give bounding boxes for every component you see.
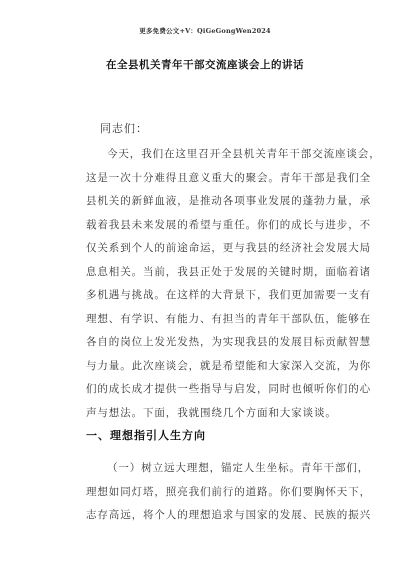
paragraph-line: 们的成长成才提供一些指导与启发，同时也倾听你们的心 — [86, 383, 371, 395]
paragraph-line: 与力量。此次座谈会，就是希望能和大家深入交流，为你 — [86, 359, 371, 372]
paragraph-line: 这是一次十分难得且意义重大的聚会。青年干部是我们全 — [86, 171, 371, 184]
paragraph-2 — [86, 457, 371, 528]
paragraph-1 — [86, 143, 381, 425]
paragraph-line: 声与想法。下面，我就围绕几个方面和大家谈谈。 — [86, 406, 337, 419]
paragraph-line: 仅关系到个人的前途命运，更与我县的经济社会发展大局 — [86, 242, 371, 254]
paragraph-line: 理想如同灯塔，照亮我们前行的道路。你们要胸怀天下， — [86, 485, 371, 498]
paragraph-line: 多机遇与挑战。在这样的大背景下，我们更加需要一支有 — [86, 289, 371, 301]
paragraph-line: 载着我县未来发展的希望与重任。你们的成长与进步，不 — [86, 218, 371, 231]
paragraph-line: 理想、有学识、有能力、有担当的青年干部队伍，能够在 — [86, 312, 371, 325]
paragraph-line: 志存高远，将个人的理想追求与国家的发展、民族的振兴 — [86, 509, 371, 521]
paragraph-line: 今天，我们在这里召开全县机关青年干部交流座谈会， — [107, 148, 381, 160]
salutation: 同志们： — [100, 122, 148, 135]
paragraph-line: 各自的岗位上发光发热，为实现我县的发展目标贡献智慧 — [86, 336, 371, 348]
section-heading-1: 一、理想指引人生方向 — [86, 429, 206, 442]
paragraph-line: 县机关的新鲜血液，是推动各项事业发展的蓬勃力量，承 — [86, 195, 371, 207]
paragraph-line: 息息相关。当前，我县正处于发展的关键时期，面临着诸 — [86, 265, 371, 278]
document-title: 在全县机关青年干部交流座谈会上的讲话 — [106, 59, 304, 71]
paragraph-line: （一）树立远大理想，锚定人生坐标。青年干部们， — [107, 462, 370, 474]
header-note: 更多免费公文+V：QiGeGongWen2024 — [139, 27, 271, 35]
